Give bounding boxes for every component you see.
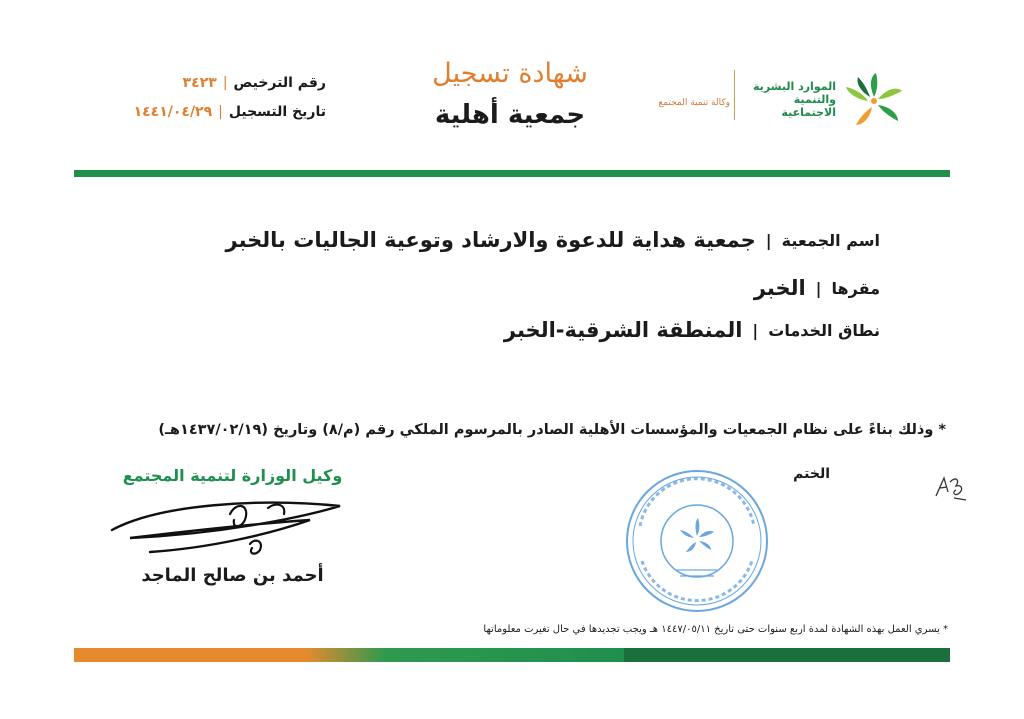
field-value: الخبر — [753, 276, 806, 300]
field-separator: | — [815, 278, 822, 298]
signer-title: وكيل الوزارة لتنمية المجتمع — [122, 466, 343, 485]
field-value: المنطقة الشرقية-الخبر — [503, 318, 743, 342]
field-headquarters — [120, 276, 880, 300]
ministry-logo-icon — [838, 70, 910, 132]
agency-name: وكالة تنمية المجتمع — [658, 98, 730, 108]
certificate-subtitle: جمعية أهلية — [434, 100, 586, 130]
field-separator: | — [752, 320, 759, 340]
header-rule — [74, 170, 950, 177]
footer-rule-green — [624, 648, 950, 662]
license-number-label: رقم الترخيص — [233, 75, 326, 91]
field-value: جمعية هداية للدعوة والارشاد وتوعية الجاليات بالخبر — [225, 228, 756, 252]
field-label: مقرها — [831, 278, 880, 298]
header-divider — [734, 70, 735, 120]
field-service-scope — [120, 318, 880, 342]
field-association-name — [120, 228, 880, 252]
handwritten-signature — [100, 494, 350, 564]
footer-rule-orange — [74, 648, 306, 662]
ministry-name: الموارد البشرية والتنمية الاجتماعية — [753, 80, 836, 119]
license-number-row — [96, 72, 326, 94]
footer-rule — [74, 648, 950, 662]
registration-date-label: تاريخ التسجيل — [228, 104, 326, 120]
meta-separator: | — [218, 104, 223, 120]
initials-signature-icon — [932, 472, 972, 504]
field-separator: | — [765, 230, 772, 250]
signer-name: أحمد بن صالح الماجد — [141, 565, 324, 586]
official-seal — [622, 466, 772, 616]
footer-rule-gradient — [306, 648, 624, 662]
registration-date-value: ١٤٤١/٠٤/٢٩ — [133, 104, 213, 120]
validity-note: * يسري العمل بهذه الشهادة لمدة اربع سنوات حتى تاريخ ١٤٤٧/٠٥/١١ هـ ويجب تجديدها في حال تغيرت معلوماتها — [483, 624, 948, 635]
license-number-value: ٣٤٢٣ — [182, 75, 217, 91]
seal-label: الختم — [793, 466, 830, 482]
field-label: اسم الجمعية — [781, 230, 880, 250]
registration-date-row — [96, 101, 326, 123]
certificate-title: شهادة تسجيل — [432, 58, 588, 89]
meta-separator: | — [222, 75, 228, 91]
legal-basis-note: * وذلك بناءً على نظام الجمعيات والمؤسسات الأهلية الصادر بالمرسوم الملكي رقم (م/٨) وتاريخ (١٤٣٧/٠٢/١٩هـ) — [158, 422, 946, 438]
field-label: نطاق الخدمات — [768, 320, 880, 340]
